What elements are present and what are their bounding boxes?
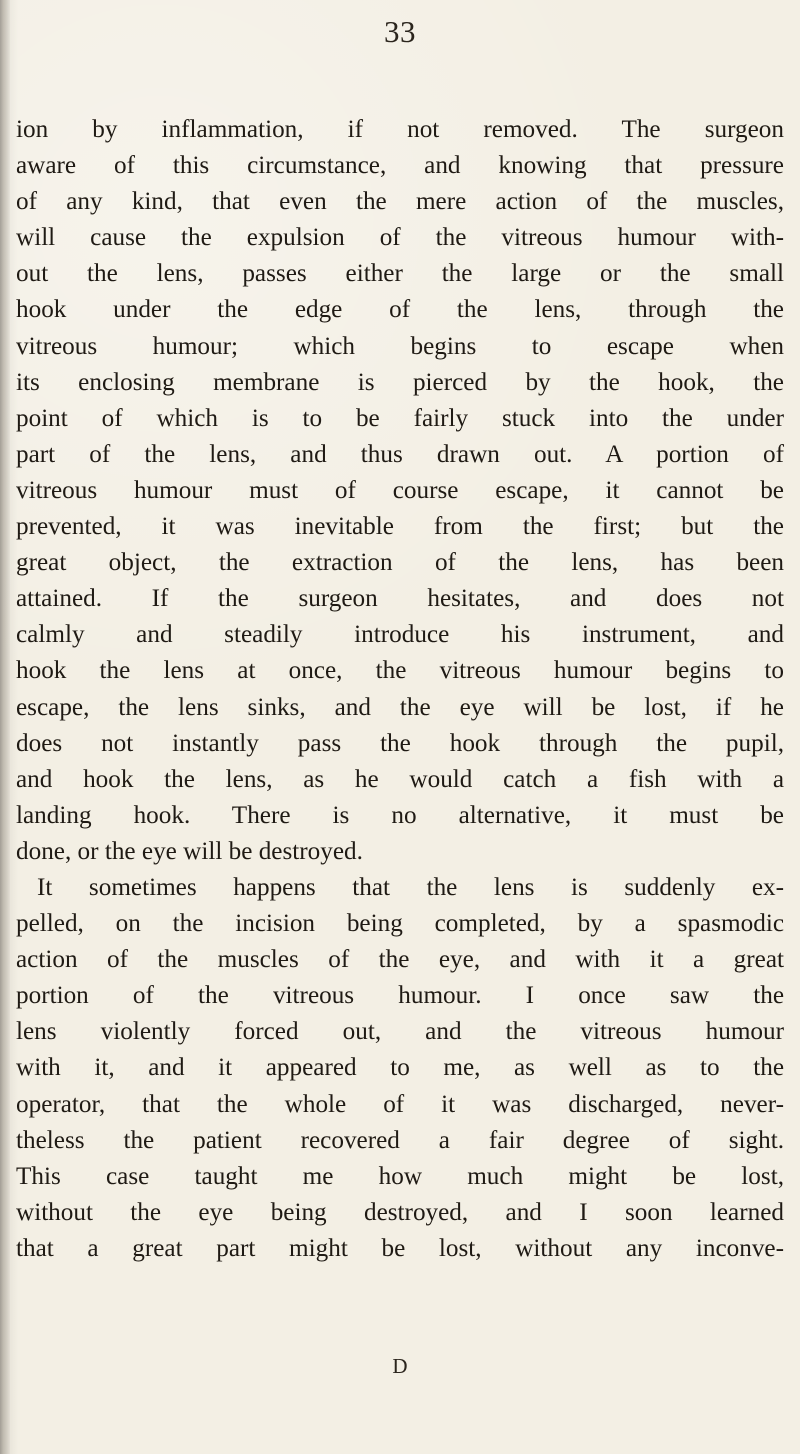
text-line-24: action of the muscles of the eye, and with it a great [16,946,784,974]
text-line-12: prevented, it was inevitable from the first; but the [16,513,784,541]
text-line-15: calmly and steadily introduce his instrument, and [16,621,784,649]
text-line-19: and hook the lens, as he would catch a fish with a [16,765,784,793]
text-line-29: theless the patient recovered a fair degree of sight. [16,1126,784,1154]
text-line-16: hook the lens at once, the vitreous humour begins to [16,657,784,685]
text-line-21: done, or the eye will be destroyed. [16,837,363,865]
page-number: 33 [384,14,416,49]
text-line-7: vitreous humour; which begins to escape when [16,332,784,360]
text-line-30: This case taught me how much might be lost, [16,1162,784,1190]
text-line-3: of any kind, that even the mere action of the muscles, [16,188,784,216]
text-line-25: portion of the vitreous humour. I once saw the [16,982,784,1010]
text-line-10: part of the lens, and thus drawn out. A portion of [16,440,784,468]
text-line-23: pelled, on the incision being completed, by a spasmodic [16,910,784,938]
text-line-17: escape, the lens sinks, and the eye will be lost, if he [16,693,784,721]
text-line-4: will cause the expulsion of the vitreous humour with- [16,224,784,252]
text-line-8: its enclosing membrane is pierced by the hook, the [16,368,784,396]
page-text [16,112,784,1267]
text-line-9: point of which is to be fairly stuck into the under [16,404,784,432]
text-line-28: operator, that the whole of it was discharged, never- [16,1090,784,1118]
text-line-1: ion by inflammation, if not removed. The surgeon [16,116,784,143]
text-line-13: great object, the extraction of the lens, has been [16,549,784,577]
text-line-31: without the eye being destroyed, and I soon learned [16,1198,784,1226]
text-line-22: It sometimes happens that the lens is suddenly ex- [37,873,784,901]
page-gutter [0,0,10,1454]
text-line-20: landing hook. There is no alternative, it must be [16,801,784,829]
text-line-11: vitreous humour must of course escape, it cannot be [16,476,784,504]
text-line-32: that a great part might be lost, without any inconve- [16,1234,784,1262]
text-line-6: hook under the edge of the lens, through the [16,296,784,324]
text-line-18: does not instantly pass the hook through the pupil, [16,729,784,757]
text-line-27: with it, and it appeared to me, as well as to the [16,1054,784,1082]
text-line-2: aware of this circumstance, and knowing that pressure [16,152,784,180]
text-line-14: attained. If the surgeon hesitates, and does not [16,585,784,613]
text-line-26: lens violently forced out, and the vitreous humour [16,1018,784,1046]
text-line-5: out the lens, passes either the large or the small [16,260,784,288]
signature-mark: D [392,1354,408,1378]
